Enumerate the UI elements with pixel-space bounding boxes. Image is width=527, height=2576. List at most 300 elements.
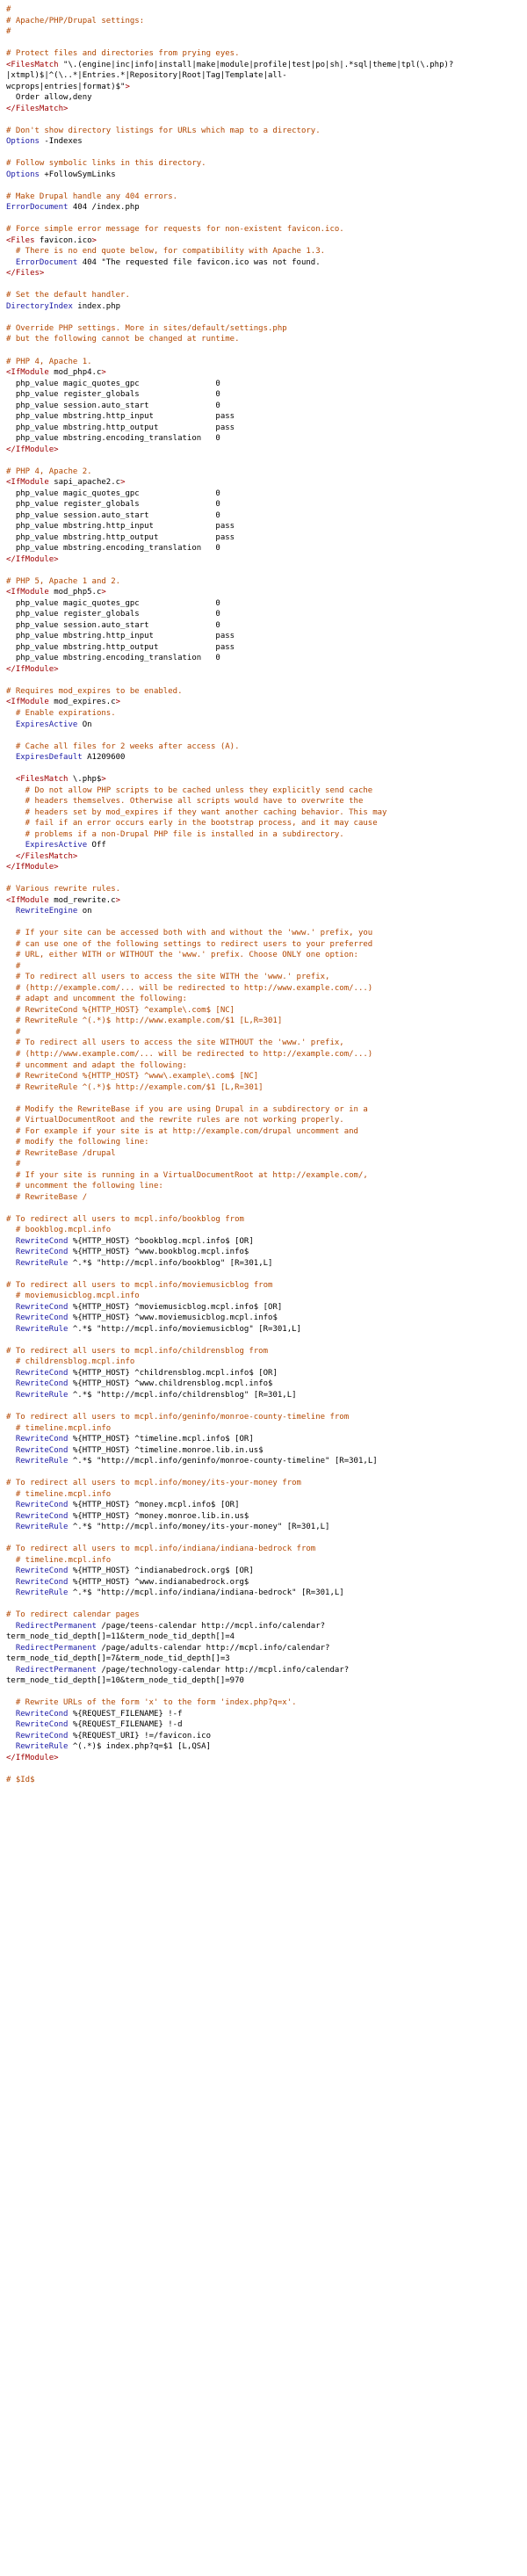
code-token-text: ^.*$ "http://mcpl.info/bookblog" [R=301,L] xyxy=(68,1258,273,1268)
code-line xyxy=(6,411,527,423)
code-token-directive: RewriteCond xyxy=(15,1720,69,1730)
code-line xyxy=(6,1533,527,1545)
code-line xyxy=(6,148,527,159)
code-token-comment: # Requires mod_expires to be enabled. xyxy=(6,686,183,696)
code-line xyxy=(6,1225,527,1236)
code-token-comment: # Cache all files for 2 weeks after access (A). xyxy=(6,742,240,751)
code-token-tag: <IfModule xyxy=(6,478,49,488)
code-token-text xyxy=(6,1512,16,1521)
code-line xyxy=(6,642,527,654)
code-token-tag: </FilesMatch> xyxy=(6,104,69,113)
code-line xyxy=(6,60,527,71)
code-line xyxy=(6,906,527,917)
code-token-tag: > xyxy=(115,698,121,707)
code-token-text: A1209600 xyxy=(82,753,126,763)
code-token-tag: </Files> xyxy=(6,269,45,279)
code-token-comment: # (http://www.example.com/... will be redirected to http://example.com/...) xyxy=(6,1049,373,1059)
code-token-comment: # RewriteRule ^(.*)$ http://www.example.com/$1 [L,R=301] xyxy=(6,1017,283,1026)
code-token-directive: RewriteRule xyxy=(15,1523,69,1532)
code-line xyxy=(6,114,527,126)
code-line xyxy=(6,862,527,873)
code-line xyxy=(6,268,527,279)
code-line xyxy=(6,1060,527,1072)
code-token-directive: RewriteRule xyxy=(15,1588,69,1598)
code-token-comment: # RewriteBase /drupal xyxy=(6,1148,116,1158)
code-line xyxy=(6,1511,527,1523)
code-token-text: php_value mbstring.encoding_translation 0 xyxy=(6,434,220,444)
code-token-directive: RewriteCond xyxy=(15,1236,69,1246)
code-token-comment: # Do not allow PHP scripts to be cached unless they explicitly send cache xyxy=(6,785,373,795)
code-line xyxy=(6,1731,527,1742)
code-token-directive: RewriteCond xyxy=(15,1577,69,1587)
code-token-text xyxy=(6,1666,16,1675)
code-token-directive: RewriteCond xyxy=(15,1302,69,1312)
code-line xyxy=(6,1280,527,1292)
code-token-tag: > xyxy=(120,478,126,488)
code-line xyxy=(6,1148,527,1160)
code-line xyxy=(6,1555,527,1567)
code-line xyxy=(6,653,527,664)
code-token-comment: # RewriteBase / xyxy=(6,1192,88,1202)
code-line xyxy=(6,972,527,983)
code-token-text xyxy=(6,753,16,762)
code-token-comment: # To redirect all users to mcpl.info/childrensblog from xyxy=(6,1346,269,1356)
code-line xyxy=(6,873,527,885)
code-token-comment: # can use one of the following settings to redirect users to your preferred xyxy=(6,939,373,949)
code-line xyxy=(6,631,527,642)
code-line xyxy=(6,928,527,939)
code-line xyxy=(6,829,527,841)
code-line xyxy=(6,1423,527,1435)
code-token-text xyxy=(6,1588,16,1597)
code-line xyxy=(6,357,527,368)
code-token-text: term_node_tid_depth[]=10&term_node_tid_depth[]=970 xyxy=(6,1676,244,1686)
code-token-directive: Options xyxy=(6,137,40,147)
code-line xyxy=(6,1665,527,1676)
code-line xyxy=(6,939,527,951)
code-token-text xyxy=(6,1248,16,1256)
code-token-comment: # but the following cannot be changed at runtime. xyxy=(6,335,240,344)
code-line xyxy=(6,1049,527,1060)
code-line xyxy=(6,1181,527,1192)
code-token-comment: # headers set by mod_expires if they want another caching behavior. This may xyxy=(6,807,387,817)
code-token-comment: # Enable expirations. xyxy=(6,709,116,718)
code-token-comment: # moviemusicblog.mcpl.info xyxy=(6,1292,140,1301)
code-token-comment: # URL, either WITH or WITHOUT the 'www.' prefix. Choose ONLY one option: xyxy=(6,951,358,960)
code-line xyxy=(6,192,527,203)
code-line xyxy=(6,620,527,632)
code-token-directive: RewriteCond xyxy=(15,1709,69,1719)
code-line xyxy=(6,1016,527,1027)
code-line xyxy=(6,1027,527,1038)
code-token-comment: # xyxy=(6,5,11,14)
code-token-directive: RewriteCond xyxy=(15,1731,69,1740)
code-line xyxy=(6,521,527,532)
code-token-directive: ExpiresActive xyxy=(25,841,88,850)
code-token-text: php_value mbstring.http_input pass xyxy=(6,412,235,422)
code-line xyxy=(6,26,527,38)
code-token-text: %{HTTP_HOST} ^timeline.mcpl.info$ [OR] xyxy=(68,1435,254,1444)
code-line xyxy=(6,742,527,753)
code-token-text: %{HTTP_HOST} ^moviemusicblog.mcpl.info$ [OR] xyxy=(68,1302,283,1312)
code-token-text xyxy=(6,907,16,915)
code-line xyxy=(6,983,527,995)
code-line xyxy=(6,1643,527,1654)
code-line xyxy=(6,389,527,401)
code-token-text: on xyxy=(77,907,92,916)
code-token-tag: > xyxy=(101,775,106,785)
code-token-text: mod_rewrite.c xyxy=(48,895,116,905)
code-line xyxy=(6,1456,527,1467)
code-token-text xyxy=(6,1742,16,1751)
code-token-comment: # headers themselves. Otherwise all scripts would have to overwrite the xyxy=(6,797,364,807)
code-line xyxy=(6,1753,527,1764)
code-line xyxy=(6,1291,527,1302)
code-token-text: %{HTTP_HOST} ^www.childrensblog.mcpl.info$ xyxy=(68,1379,273,1389)
code-line xyxy=(6,92,527,104)
code-token-directive: RewriteCond xyxy=(15,1445,69,1455)
code-line xyxy=(6,202,527,213)
code-token-comment: # Various rewrite rules. xyxy=(6,885,121,894)
code-token-comment: # To redirect all users to access the site WITHOUT the 'www.' prefix, xyxy=(6,1038,344,1048)
code-line xyxy=(6,1687,527,1698)
code-line xyxy=(6,1588,527,1599)
code-line xyxy=(6,1093,527,1104)
code-line xyxy=(6,433,527,445)
code-token-text: php_value register_globals 0 xyxy=(6,610,220,619)
code-token-text: -Indexes xyxy=(39,137,83,147)
code-line xyxy=(6,1247,527,1258)
code-token-comment: # For example if your site is at http://example.com/drupal uncomment and xyxy=(6,1126,358,1136)
code-token-text: index.php xyxy=(72,301,121,311)
code-line xyxy=(6,532,527,544)
code-line xyxy=(6,1203,527,1214)
code-token-text xyxy=(6,720,16,729)
code-line xyxy=(6,598,527,610)
code-line xyxy=(6,279,527,291)
code-line xyxy=(6,70,527,82)
code-line xyxy=(6,1675,527,1687)
code-line xyxy=(6,895,527,907)
code-token-comment: # Force simple error message for requests for non-existent favicon.ico. xyxy=(6,225,344,235)
code-token-directive: RedirectPermanent xyxy=(15,1643,97,1653)
code-token-comment: # timeline.mcpl.info xyxy=(6,1555,112,1565)
code-token-text: php_value mbstring.encoding_translation 0 xyxy=(6,544,220,554)
code-line xyxy=(6,126,527,137)
code-token-text: "\.(engine|inc|info|install|make|module|profile|test|po|sh|.*sql|theme|tpl(\.php)? xyxy=(58,60,454,69)
code-token-comment: # Make Drupal handle any 404 errors. xyxy=(6,192,178,201)
code-token-directive: ExpiresDefault xyxy=(15,753,83,763)
code-token-text: php_value register_globals 0 xyxy=(6,390,220,400)
code-token-tag: </IfModule> xyxy=(6,445,59,454)
code-token-text xyxy=(6,1622,16,1631)
code-line xyxy=(6,423,527,434)
code-token-tag: > xyxy=(101,588,106,597)
code-token-comment: # To redirect all users to mcpl.info/money/its-your-money from xyxy=(6,1479,301,1488)
code-line xyxy=(6,917,527,929)
code-token-tag: <IfModule xyxy=(6,588,49,597)
code-line xyxy=(6,1137,527,1148)
code-token-text xyxy=(6,1259,16,1268)
code-token-tag: <FilesMatch xyxy=(15,775,69,785)
code-line xyxy=(6,499,527,510)
code-token-text xyxy=(6,1237,16,1246)
code-token-directive: ErrorDocument xyxy=(6,203,69,213)
code-line xyxy=(6,1434,527,1445)
code-line xyxy=(6,774,527,785)
code-line xyxy=(6,301,527,313)
code-token-tag: </IfModule> xyxy=(6,664,59,674)
code-token-comment: # xyxy=(6,27,11,37)
code-line xyxy=(6,224,527,235)
code-token-text xyxy=(6,1720,16,1729)
code-token-text xyxy=(6,1732,16,1740)
code-line xyxy=(6,961,527,973)
code-line xyxy=(6,1104,527,1116)
code-token-text xyxy=(6,841,25,850)
code-line xyxy=(6,510,527,522)
code-line xyxy=(6,1400,527,1412)
code-token-directive: RewriteCond xyxy=(15,1435,69,1444)
code-token-directive: RewriteCond xyxy=(15,1248,69,1257)
code-token-text: 404 "The requested file favicon.ico was not found. xyxy=(77,257,321,267)
code-token-text: php_value mbstring.http_input pass xyxy=(6,522,235,532)
code-line xyxy=(6,82,527,93)
code-line xyxy=(6,1577,527,1588)
code-token-text: ^.*$ "http://mcpl.info/moviemusicblog" [R=301,L] xyxy=(68,1324,301,1334)
code-token-text xyxy=(6,258,16,267)
code-token-comment: # To redirect all users to mcpl.info/bookblog from xyxy=(6,1214,244,1224)
code-line xyxy=(6,1357,527,1368)
code-line xyxy=(6,851,527,863)
code-token-text: ^.*$ "http://mcpl.info/childrensblog" [R=301,L] xyxy=(68,1390,297,1400)
code-token-comment: # timeline.mcpl.info xyxy=(6,1423,112,1433)
code-line xyxy=(6,1313,527,1324)
code-line xyxy=(6,1632,527,1643)
code-token-directive: ExpiresActive xyxy=(15,720,78,729)
code-token-text xyxy=(6,1567,16,1575)
code-line xyxy=(6,158,527,170)
code-token-comment: # bookblog.mcpl.info xyxy=(6,1226,112,1235)
code-line xyxy=(6,1258,527,1270)
code-token-text: term_node_tid_depth[]=7&term_node_tid_depth[]=3 xyxy=(6,1654,230,1664)
code-line xyxy=(6,1038,527,1049)
code-token-comment: # PHP 4, Apache 1. xyxy=(6,357,92,366)
code-token-text: /page/adults-calendar http://mcpl.info/calendar? xyxy=(96,1643,330,1653)
code-line xyxy=(6,752,527,763)
code-token-text: %{HTTP_HOST} ^timeline.monroe.lib.in.us$ xyxy=(68,1445,264,1455)
code-token-tag: <IfModule xyxy=(6,368,49,378)
code-token-comment: # Apache/PHP/Drupal settings: xyxy=(6,16,145,25)
code-token-comment: # If your site can be accessed both with and without the 'www.' prefix, you xyxy=(6,929,373,938)
code-token-text: php_value mbstring.http_output pass xyxy=(6,423,235,432)
code-token-directive: RewriteEngine xyxy=(15,907,78,916)
code-line xyxy=(6,467,527,478)
code-token-comment: # Set the default handler. xyxy=(6,291,130,300)
code-token-directive: RewriteRule xyxy=(15,1457,69,1466)
code-token-text: |xtmpl)$|^(\..*|Entries.*|Repository|Root|Tag|Template|all- xyxy=(6,71,287,81)
code-token-text xyxy=(6,1369,16,1378)
code-token-tag: </FilesMatch> xyxy=(15,851,78,861)
code-token-directive: RewriteCond xyxy=(15,1313,69,1323)
code-token-comment: # fail if an error occurs early in the bootstrap process, and it may cause xyxy=(6,819,378,829)
code-token-comment: # Protect files and directories from prying eyes. xyxy=(6,49,240,59)
code-token-comment: # childrensblog.mcpl.info xyxy=(6,1357,135,1367)
code-token-text: %{HTTP_HOST} ^money.monroe.lib.in.us$ xyxy=(68,1511,249,1521)
code-token-text: php_value session.auto_start 0 xyxy=(6,510,220,520)
code-token-tag: <IfModule xyxy=(6,895,49,905)
code-line xyxy=(6,818,527,829)
code-token-text: 404 /index.php xyxy=(68,203,140,213)
code-line xyxy=(6,697,527,708)
code-token-text: \.php$ xyxy=(68,775,102,785)
code-token-comment: # To redirect all users to access the site WITH the 'www.' prefix, xyxy=(6,973,330,982)
code-token-comment: # timeline.mcpl.info xyxy=(6,1489,112,1499)
code-line xyxy=(6,1599,527,1610)
code-line xyxy=(6,994,527,1005)
code-token-text xyxy=(6,1303,16,1312)
code-token-directive: RewriteRule xyxy=(15,1324,69,1334)
code-token-tag: > xyxy=(115,895,121,905)
code-line xyxy=(6,455,527,467)
code-line xyxy=(6,1170,527,1182)
code-token-tag: </IfModule> xyxy=(6,554,59,564)
code-line xyxy=(6,4,527,16)
code-line xyxy=(6,1126,527,1138)
code-line xyxy=(6,1489,527,1501)
code-token-directive: RewriteCond xyxy=(15,1501,69,1510)
code-line xyxy=(6,1115,527,1126)
code-token-directive: RedirectPermanent xyxy=(15,1665,97,1675)
code-line xyxy=(6,257,527,269)
code-token-comment: # Rewrite URLs of the form 'x' to the form 'index.php?q=x'. xyxy=(6,1698,297,1708)
code-token-text: +FollowSymLinks xyxy=(39,170,116,179)
code-token-text: Order allow,deny xyxy=(6,93,92,103)
code-line xyxy=(6,1335,527,1346)
code-line xyxy=(6,104,527,115)
code-token-text: php_value mbstring.http_output pass xyxy=(6,532,235,542)
code-line xyxy=(6,807,527,819)
code-line xyxy=(6,1390,527,1401)
code-line xyxy=(6,686,527,698)
code-line xyxy=(6,554,527,566)
code-token-text: mod_php5.c xyxy=(48,588,102,597)
code-line xyxy=(6,1214,527,1226)
code-line xyxy=(6,48,527,60)
code-token-tag: <IfModule xyxy=(6,698,49,707)
code-token-text: %{HTTP_HOST} ^www.bookblog.mcpl.info$ xyxy=(68,1248,249,1257)
code-line xyxy=(6,1159,527,1170)
code-token-text: %{REQUEST_FILENAME} !-f xyxy=(68,1709,183,1719)
code-token-comment: # There is no end quote below, for compatibility with Apache 1.3. xyxy=(6,247,326,257)
code-token-text xyxy=(6,1379,16,1388)
code-token-text: php_value session.auto_start 0 xyxy=(6,620,220,630)
code-token-directive: Options xyxy=(6,170,40,179)
code-token-comment: # RewriteRule ^(.*)$ http://example.com/$1 [L,R=301] xyxy=(6,1082,264,1092)
code-line xyxy=(6,379,527,390)
code-token-directive: DirectoryIndex xyxy=(6,301,73,311)
code-token-comment: # uncomment and adapt the following: xyxy=(6,1060,187,1070)
code-line xyxy=(6,235,527,247)
code-token-comment: # RewriteCond %{HTTP_HOST} ^www\.example\.com$ [NC] xyxy=(6,1072,259,1082)
code-line xyxy=(6,1192,527,1204)
code-line xyxy=(6,445,527,456)
code-token-text xyxy=(6,1313,16,1322)
code-token-text: %{HTTP_HOST} ^www.indianabedrock.org$ xyxy=(68,1577,249,1587)
code-line xyxy=(6,675,527,686)
code-token-text: php_value session.auto_start 0 xyxy=(6,401,220,410)
code-token-comment: # PHP 4, Apache 2. xyxy=(6,467,92,476)
code-line xyxy=(6,16,527,27)
code-line xyxy=(6,345,527,357)
code-line xyxy=(6,1764,527,1776)
code-token-text: /page/teens-calendar http://mcpl.info/calendar? xyxy=(96,1621,326,1631)
code-line xyxy=(6,180,527,192)
code-token-comment: # VirtualDocumentRoot and the rewrite rules are not working properly. xyxy=(6,1116,344,1125)
code-token-text xyxy=(6,1710,16,1719)
code-token-comment: # xyxy=(6,1027,21,1037)
code-line xyxy=(6,213,527,225)
code-line xyxy=(6,576,527,588)
code-line xyxy=(6,840,527,851)
code-token-tag: > xyxy=(91,235,97,245)
code-line xyxy=(6,1302,527,1313)
code-line xyxy=(6,1236,527,1248)
code-token-text: Off xyxy=(87,841,106,850)
code-line xyxy=(6,609,527,620)
code-line xyxy=(6,1478,527,1489)
code-token-comment: # modify the following line: xyxy=(6,1138,149,1147)
code-token-text xyxy=(6,1435,16,1444)
code-line xyxy=(6,1697,527,1709)
code-token-text xyxy=(6,1578,16,1587)
code-line xyxy=(6,720,527,731)
code-token-text xyxy=(6,852,16,861)
code-token-directive: RewriteCond xyxy=(15,1368,69,1378)
code-line xyxy=(6,730,527,742)
code-token-text: php_value mbstring.http_output pass xyxy=(6,642,235,652)
code-line xyxy=(6,708,527,720)
code-line xyxy=(6,246,527,257)
code-line xyxy=(6,401,527,412)
code-line xyxy=(6,1445,527,1457)
code-token-text: php_value register_globals 0 xyxy=(6,500,220,510)
code-token-text: ^(.*)$ index.php?q=$1 [L,QSA] xyxy=(68,1742,212,1752)
code-token-directive: RewriteRule xyxy=(15,1390,69,1400)
code-token-comment: # RewriteCond %{HTTP_HOST} ^example\.com$ [NC] xyxy=(6,1005,235,1015)
code-line xyxy=(6,290,527,301)
code-token-text: sapi_apache2.c xyxy=(48,478,121,488)
code-line xyxy=(6,323,527,335)
code-token-comment: # If your site is running in a VirtualDocumentRoot at http://example.com/, xyxy=(6,1170,368,1180)
code-line xyxy=(6,38,527,49)
code-token-comment: # problems if a non-Drupal PHP file is installed in a subdirectory. xyxy=(6,829,344,839)
code-line xyxy=(6,1719,527,1731)
code-token-directive: RewriteCond xyxy=(15,1379,69,1389)
code-token-comment: # uncomment the following line: xyxy=(6,1182,163,1191)
code-token-text xyxy=(6,1457,16,1465)
code-line xyxy=(6,312,527,323)
code-line xyxy=(6,170,527,181)
code-token-directive: ErrorDocument xyxy=(15,257,78,267)
code-token-text xyxy=(6,1325,16,1334)
code-line xyxy=(6,664,527,676)
code-line xyxy=(6,884,527,895)
code-token-comment: # Don't show directory listings for URLs which map to a directory. xyxy=(6,126,321,135)
code-line xyxy=(6,477,527,488)
code-token-text: ^.*$ "http://mcpl.info/money/its-your-money" [R=301,L] xyxy=(68,1523,330,1532)
code-token-comment: # To redirect all users to mcpl.info/indiana/indiana-bedrock from xyxy=(6,1545,316,1554)
